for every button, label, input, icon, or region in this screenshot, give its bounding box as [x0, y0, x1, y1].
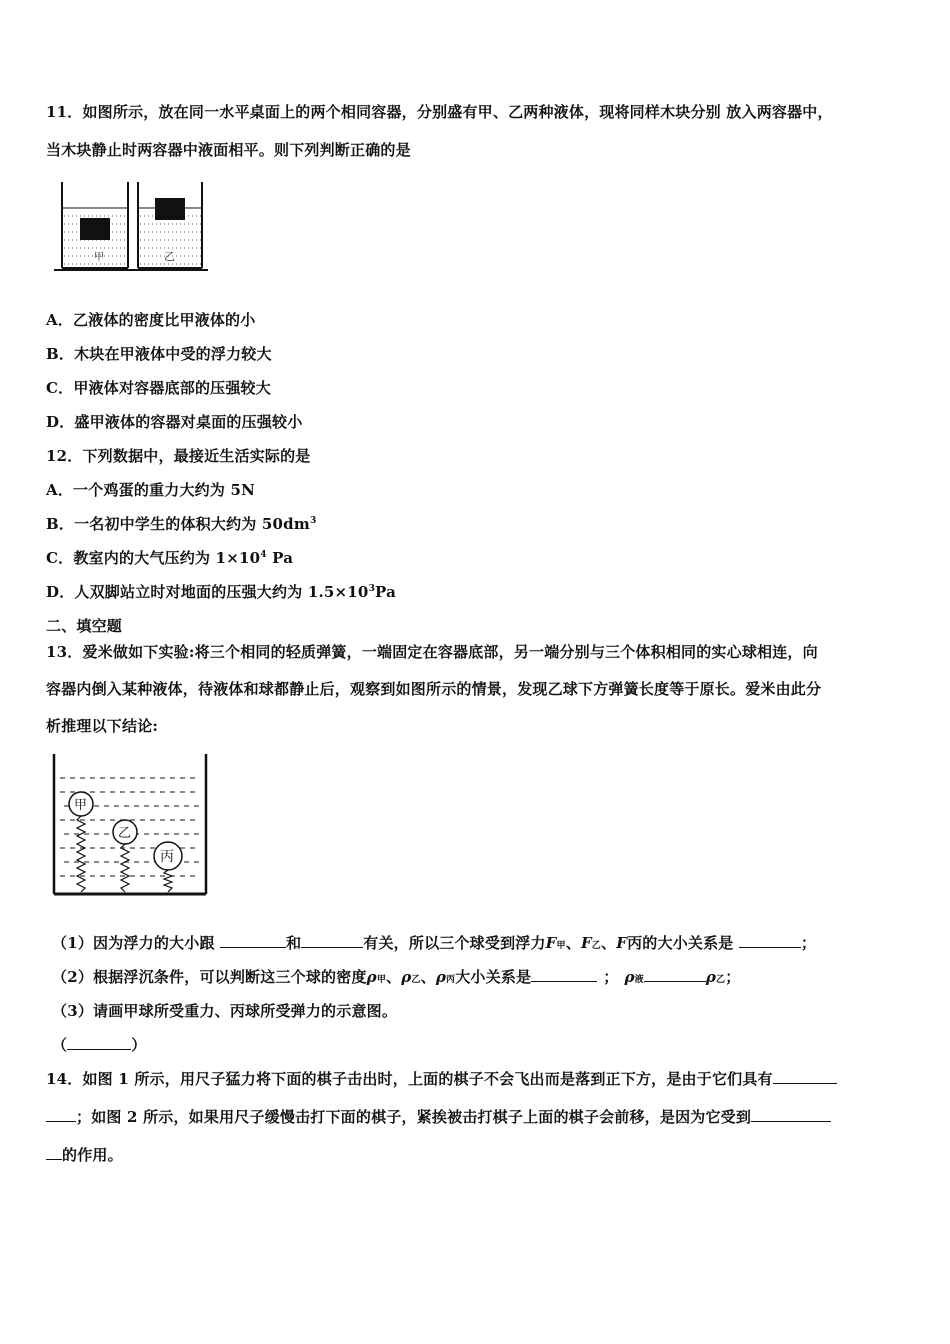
q12-option-c: [46, 548, 293, 568]
q13-part2-text-a: （2）根据浮沉条件，可以判断这三个球的密度: [52, 968, 367, 986]
q13-rho-sub-ye: 液: [634, 975, 644, 985]
q14-line1-text: 14．如图 1 所示，用尺子猛力将下面的棋子击出时，上面的棋子不会飞出而是落到正下方，是由于它们具有: [46, 1070, 773, 1088]
q11-option-b: B．木块在甲液体中受的浮力较大: [46, 345, 272, 363]
q11-option-c: C．甲液体对容器底部的压强较大: [46, 379, 271, 397]
q14-line2-text: ；如图 2 所示，如果用尺子缓慢击打下面的棋子，紧挨被击打棋子上面的棋子会前移，是因为它受到: [76, 1108, 752, 1126]
q13-f-symbol-3: F: [616, 934, 628, 952]
q13-part2-text-b: 大小关系是: [455, 968, 532, 986]
q13-ball-label-2: 乙: [118, 826, 132, 841]
q13-f-symbol-2: F: [580, 934, 592, 952]
section-title: 二、填空题: [46, 617, 123, 635]
q13-rho-sub-bing: 丙: [446, 975, 456, 985]
q11-label-left: 甲: [94, 252, 104, 263]
q13-f-symbol-1: F: [545, 934, 557, 952]
q11-figure-containers: [52, 178, 212, 278]
q12-option-c-text: C．教室内的大气压约为 1×10: [46, 549, 261, 567]
q13-blank-2[interactable]: [301, 933, 363, 948]
q12-option-d: [46, 582, 396, 602]
q13-part1-text-c: 有关，所以三个球受到浮力: [363, 934, 546, 952]
q13-part2-sep2: 、: [420, 968, 436, 986]
q13-part1-text-b: 和: [286, 934, 302, 952]
q13-rho-sub-yi-2: 乙: [716, 975, 726, 985]
q12-stem: 12．下列数据中，最接近生活实际的是: [46, 447, 311, 465]
q11-option-d: D．盛甲液体的容器对桌面的压强较小: [46, 413, 303, 431]
q12-option-d-sup: 3: [368, 584, 376, 594]
q12-option-c-sup: 4: [260, 550, 267, 560]
q12-option-c-unit: Pa: [266, 549, 294, 567]
q13-part2-text-c: ；: [603, 968, 619, 986]
q14-blank-1b[interactable]: [46, 1107, 76, 1122]
q12-option-b: [46, 514, 316, 534]
q13-line1: 13．爱米做如下实验:将三个相同的轻质弹簧，一端固定在容器底部，另一端分别与三个体积相同的实心球相连，向: [46, 643, 818, 661]
q12-option-d-text: D．人双脚站立时对地面的压强大约为 1.5×10: [46, 583, 369, 601]
q13-rho-symbol-1: ρ: [366, 968, 377, 986]
q12-option-b-text: B．一名初中学生的体积大约为 50dm: [46, 515, 310, 533]
q13-part1-end: ；: [800, 934, 817, 952]
q13-blank-1[interactable]: [220, 933, 286, 948]
q13-sub-jia: 甲: [556, 941, 566, 951]
q13-blank-5[interactable]: [644, 967, 706, 982]
q14-line2: [46, 1107, 831, 1127]
q13-rho-symbol-5: ρ: [705, 968, 717, 986]
q13-part3-answer: [52, 1035, 146, 1055]
q13-ball-label-3: 丙: [160, 849, 174, 865]
q13-part2-end: ；: [725, 968, 741, 986]
q13-part1-text-a: （1）因为浮力的大小跟: [52, 934, 221, 952]
q11-stem-line2: 当木块静止时两容器中液面相平。则下列判断正确的是: [46, 141, 411, 159]
q13-part3: （3）请画甲球所受重力、丙球所受弹力的示意图。: [52, 1002, 398, 1020]
q14-blank-2b[interactable]: [46, 1145, 62, 1160]
q13-part1-sep1: 、: [565, 934, 581, 952]
q13-rho-symbol-2: ρ: [401, 968, 412, 986]
q13-rho-sub-jia: 甲: [376, 975, 387, 985]
q13-sub-bing: 丙: [627, 934, 643, 952]
q13-figure-springs: [48, 752, 213, 902]
q13-rho-sub-yi: 乙: [411, 975, 421, 985]
q13-blank-3[interactable]: [739, 933, 801, 948]
q13-line3: 析推理以下结论:: [46, 717, 159, 735]
q14-blank-1a[interactable]: [773, 1069, 837, 1084]
q14-line3: [46, 1145, 123, 1165]
q13-rho-symbol-4: ρ: [624, 968, 635, 986]
q11-label-right: 乙: [164, 250, 175, 263]
q14-blank-2a[interactable]: [751, 1107, 831, 1122]
q13-part2-sep1: 、: [386, 968, 402, 986]
q13-sub-yi: 乙: [591, 941, 601, 951]
q12-option-d-unit: Pa: [375, 583, 397, 601]
q13-part1-sep2: 、: [601, 934, 617, 952]
q14-line1: [46, 1069, 837, 1089]
q14-line3-text: 的作用。: [62, 1146, 123, 1164]
q13-part3-open: （: [52, 1036, 68, 1054]
q13-part2: [52, 967, 740, 990]
q11-option-a: A．乙液体的密度比甲液体的小: [46, 311, 256, 329]
q13-part1-text-d: 的大小关系是: [642, 934, 739, 952]
q13-part3-close: ）: [131, 1036, 147, 1054]
q13-blank-4[interactable]: [531, 967, 597, 982]
q13-blank-6[interactable]: [67, 1035, 131, 1050]
q12-option-a: A．一个鸡蛋的重力大约为 5N: [46, 481, 256, 499]
q12-option-b-sup: 3: [309, 516, 317, 526]
q13-ball-label-1: 甲: [74, 798, 88, 813]
q13-part1: [52, 933, 816, 956]
q11-stem-line1: 11．如图所示，放在同一水平桌面上的两个相同容器，分别盛有甲、乙两种液体，现将同样木块分别 放入两容器中，: [46, 103, 833, 121]
q13-line2: 容器内倒入某种液体，待液体和球都静止后，观察到如图所示的情景，发现乙球下方弹簧长度等于原长。爱米由此分: [46, 680, 822, 698]
q13-rho-symbol-3: ρ: [435, 968, 447, 986]
